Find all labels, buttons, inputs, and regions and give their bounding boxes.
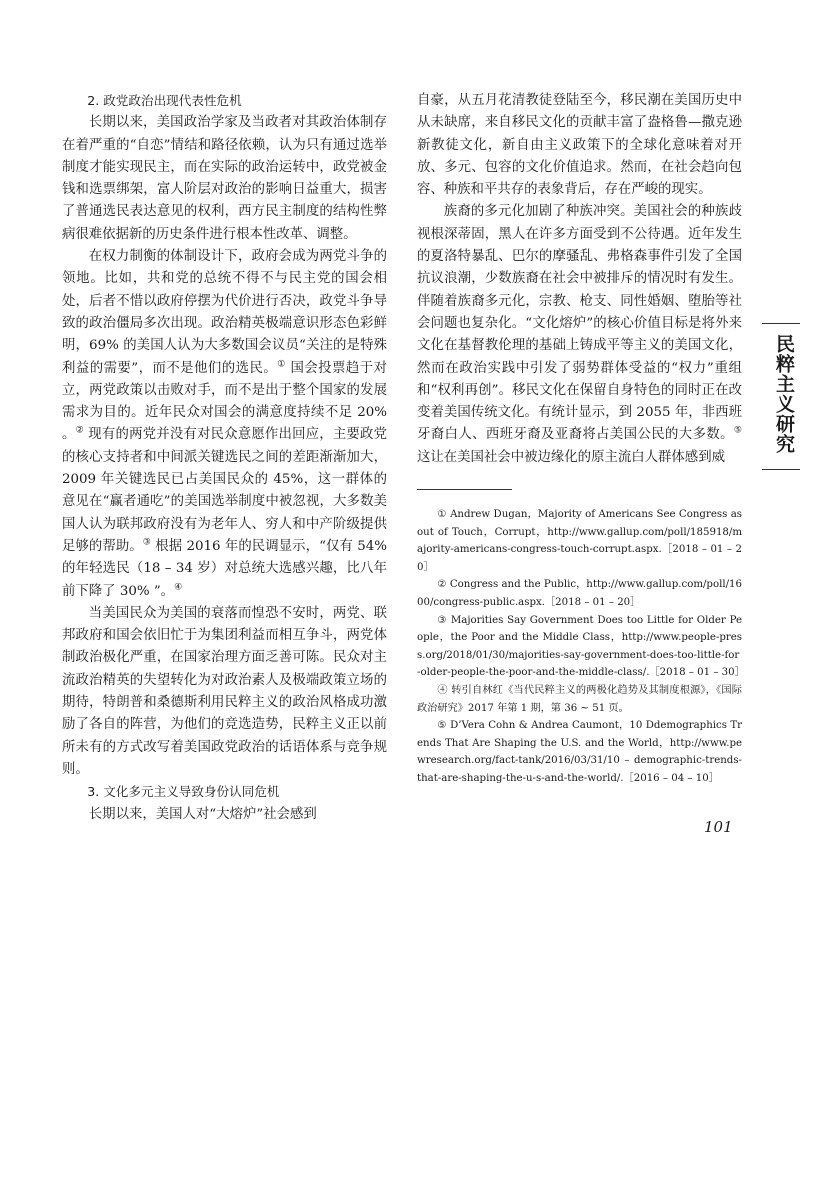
paragraph: 当美国民众为美国的衰落而惶恐不安时，两党、联邦政府和国会依旧忙于为集团利益而相互争斗，两党体制政治极化严重，在国家治理方面乏善可陈。民众对主流政治精英的失望转化为对政治素人及极端政策立场的期待，特朗普和桑德斯利用民粹主义的政治风格成功激励了各自的阵营，为他们的竞选造势，民粹主义正以前所未有的方式改写着美国政党政治的话语体系与竞争规则。 [62, 605, 387, 777]
paragraph-text: 根据 2016 年的民调显示，“仅有 54% 的年轻选民（18 – 34 岁）对总统大选感兴趣，比八年前下降了 30% ”。 [62, 538, 388, 599]
right-column [417, 90, 745, 788]
paragraph-text: 族裔的多元化加剧了种族冲突。美国社会的种族歧视根深蒂固，黑人在许多方面受到不公待遇。近年发生的夏洛特暴乱、巴尔的摩骚乱、弗格森事件引发了全国抗议浪潮，少数族裔在社会中被排斥的情况时有发生。伴随着族裔多元化，宗教、枪支、同性婚姻、堕胎等社会问题也复杂化。“文化熔炉”的核心价值目标是将外来文化在基督教伦理的基础上铸成平等主义的美国文化，然而在政治实践中引发了弱势群体受益的“权力”重组和“权利再创”。移民文化在保留自身特色的同时正在改变着美国传统文化。有统计显示，到 2055 年，非西班牙裔白人、西班牙裔及亚裔将占美国公民的大多数。 [417, 204, 742, 443]
page-number: 101 [704, 818, 733, 836]
footnote-2: ② Congress and the Public，http://www.gallup.com/poll/1600/congress-public.aspx.［2018 – 01 – 20］ [417, 579, 742, 609]
paragraph-text: 现有的两党并没有对民众意愿作出回应，主要政党的核心支持者和中间派关键选民之间的差距渐渐加大，2009 年关键选民已占美国民众的 45%，这一群体的意见在“赢者通吃”的美国选举制度中被忽视，大多数美国人认为联邦政府没有为老年人、穷人和中产阶级提供足够的帮助。 [62, 427, 387, 554]
paragraph-text: 国会投票趋于对立，两党政策以击败对手，而不是出于整个国家的发展需求为目的。近年民众对国会的满意度持续不足 20% 。 [62, 360, 387, 443]
section-heading-3: 3. 文化多元主义导致身份认同危机 [87, 784, 280, 800]
footnote-5: ⑤ D’Vera Cohn & Andrea Caumont，10 Ddemographics Trends That Are Shaping the U.S. and the World，http://www.pewresearch.org/fact-tank/2016/03/31/10 – demographic-trends-that-are-shaping-the-u-s-and-the-world/.［2016 – 04 – 10］ [417, 720, 742, 784]
footnote-4: ④ 转引自林红《当代民粹主义的两极化趋势及其制度根源》，《国际政治研究》2017 年第 1 期，第 36 ~ 51 页。 [417, 684, 742, 714]
left-column [62, 90, 387, 826]
paragraph [62, 246, 387, 603]
footnote-ref-5[interactable]: ⑤ [733, 425, 742, 436]
footnote-ref-4[interactable]: ④ [174, 582, 183, 593]
paragraph: 长期以来，美国政治学家及当政者对其政治体制存在着严重的“自恋”情结和路径依赖，认为只有通过选举制度才能实现民主，而在实际的政治运转中，政党被金钱和选票绑架，富人阶层对政治的影响日益重大，损害了普通选民表达意见的权利，西方民主制度的结构性弊病很难依据新的历史条件进行根本性改革、调整。 [62, 115, 387, 242]
paragraph-text: 在权力制衡的体制设计下，政府会成为两党斗争的领地。比如，共和党的总统不得不与民主党的国会相处，后者不惜以政府停摆为代价进行否决，政党斗争导致的政治僵局多次出现。政治精英极端意识形态色彩鲜明，69% 的美国人认为大多数国会议员“关注的是特殊利益的需要”，而不是他们的选民。 [62, 249, 387, 376]
section-heading-2: 2. 政党政治出现代表性危机 [87, 93, 242, 108]
sidebar-section-title: 民粹主义研究 [773, 334, 795, 454]
paragraph: 长期以来，美国人对“大熔炉”社会感到 [88, 806, 317, 822]
sidebar-rule-top [762, 323, 800, 324]
paragraph: 自豪，从五月花清教徒登陆至今，移民潮在美国历史中从未缺席，来自移民文化的贡献丰富了盎格鲁—撒克逊新教徒文化，新自由主义政策下的全球化意味着对开放、多元、包容的文化价值追求。然而，在社会趋向包容、种族和平共存的表象背后，存在严峻的现实。 [417, 93, 742, 198]
paragraph [417, 201, 742, 469]
footnote-1: ① Andrew Dugan，Majority of Americans See Congress as out of Touch，Corrupt，http://www.gallup.com/poll/185918/majority-americans-congress-touch-corrupt.aspx.［2018 – 01 – 20］ [417, 509, 742, 573]
footnote-ref-1[interactable]: ① [277, 359, 286, 370]
footnote-ref-3[interactable]: ③ [142, 537, 151, 548]
footnote-ref-2[interactable]: ② [75, 425, 84, 436]
footnote-divider [417, 489, 512, 490]
paragraph-text: 这让在美国社会中被边缘化的原主流白人群体感到威 [417, 449, 725, 465]
footnote-3: ③ Majorities Say Government Does too Little for Older People，the Poor and the Middle Class，http://www.people-press.org/2018/01/30/majorities-say-government-does-too-little-for-older-people-the-poor-and-the-middle-class/.［2018 – 01 – 30］ [417, 614, 745, 679]
footnotes [417, 506, 745, 788]
sidebar-rule-bottom [762, 469, 800, 470]
